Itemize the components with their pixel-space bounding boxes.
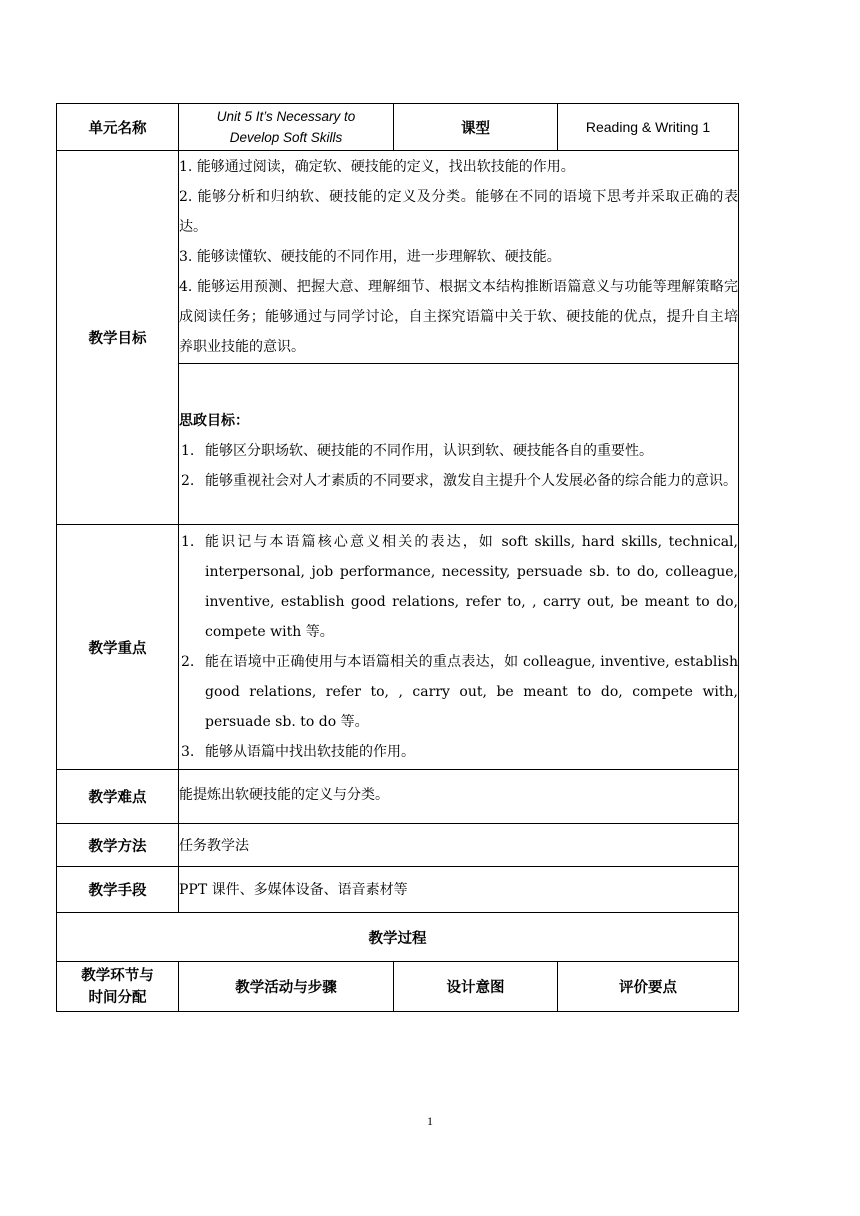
lesson-plan-table <box>56 103 739 1012</box>
unit-label: 单元名称 <box>57 104 179 151</box>
sizheng-item: 1. 能够区分职场软、硬技能的不同作用，认识到软、硬技能各自的重要性。 <box>181 443 653 459</box>
means-row <box>57 867 739 913</box>
means-label: 教学手段 <box>57 867 179 913</box>
means-text: PPT 课件、多媒体设备、语音素材等 <box>179 867 739 913</box>
methods-text: 任务教学法 <box>179 824 739 867</box>
difficulties-label: 教学难点 <box>57 770 179 824</box>
process-col-activities: 教学活动与步骤 <box>179 962 394 1012</box>
key-points-list <box>179 527 738 767</box>
process-col-stage-line1: 教学环节与 <box>81 967 154 984</box>
difficulties-text: 能提炼出软硬技能的定义与分类。 <box>179 770 739 824</box>
process-title-row <box>57 913 739 962</box>
objective-item: 2. 能够分析和归纳软、硬技能的定义及分类。能够在不同的语境下思考并采取正确的表达。 <box>179 189 738 235</box>
page-number: 1 <box>427 1114 433 1128</box>
key-point-item: 3. 能够从语篇中找出软技能的作用。 <box>181 744 415 760</box>
key-point-item: 2. 能在语境中正确使用与本语篇相关的重点表达，如 colleague, inventive, establish good relations, refer to, , carry out, be meant to do, compete with, persuade sb. to do 等。 <box>181 654 738 730</box>
methods-label: 教学方法 <box>57 824 179 867</box>
key-points-content <box>179 525 739 770</box>
objective-item: 1. 能够通过阅读，确定软、硬技能的定义，找出软技能的作用。 <box>179 159 575 175</box>
type-label: 课型 <box>394 104 558 151</box>
header-row <box>57 104 739 151</box>
difficulties-row <box>57 770 739 824</box>
objective-item: 4. 能够运用预测、把握大意、理解细节、根据文本结构推断语篇意义与功能等理解策略完成阅读任务；能够通过与同学讨论，自主探究语篇中关于软、硬技能的优点，提升自主培养职业技能的意识。 <box>179 279 739 355</box>
key-points-label: 教学重点 <box>57 525 179 770</box>
type-value: Reading & Writing 1 <box>558 104 739 151</box>
unit-title-line2: Develop Soft Skills <box>229 130 343 145</box>
process-col-evaluation: 评价要点 <box>558 962 739 1012</box>
process-title: 教学过程 <box>57 913 739 962</box>
key-point-item: 1. 能识记与本语篇核心意义相关的表达，如 soft skills, hard skills, technical, interpersonal, job performance, necessity, persuade sb. to do, colleague, inventive, establish good relations, refer to, , carry out, be meant to do, compete with 等。 <box>181 534 738 640</box>
sizheng-item: 2. 能够重视社会对人才素质的不同要求，激发自主提升个人发展必备的综合能力的意识。 <box>181 473 737 489</box>
process-header-row <box>57 962 739 1012</box>
objectives-row <box>57 151 739 364</box>
sizheng-list <box>179 436 738 496</box>
unit-title <box>179 104 394 151</box>
process-col-stage <box>57 962 179 1012</box>
unit-title-line1: Unit 5 It’s Necessary to <box>216 109 356 124</box>
objective-item: 3. 能够读懂软、硬技能的不同作用，进一步理解软、硬技能。 <box>179 249 561 265</box>
key-points-row <box>57 525 739 770</box>
objectives-content <box>179 151 739 364</box>
objectives-label: 教学目标 <box>57 151 179 525</box>
methods-row <box>57 824 739 867</box>
sizheng-content <box>179 364 739 525</box>
sizheng-heading: 思政目标： <box>179 413 249 429</box>
process-col-intent: 设计意图 <box>394 962 558 1012</box>
process-col-stage-line2: 时间分配 <box>88 989 147 1006</box>
